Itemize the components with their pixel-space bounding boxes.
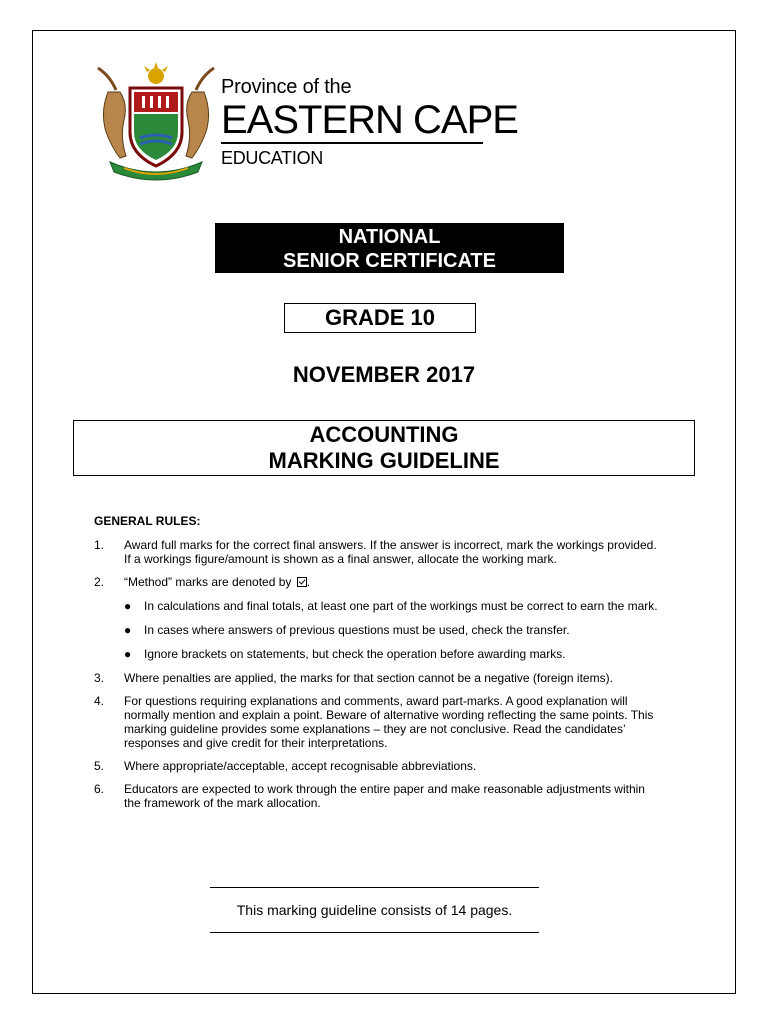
rule-text: If a workings figure/amount is shown as a final answer, allocate the working mark. (124, 552, 557, 566)
logo-divider (221, 142, 483, 144)
department-logo-text (221, 76, 518, 168)
certificate-banner (215, 223, 564, 273)
document-type: MARKING GUIDELINE (268, 448, 500, 473)
bullet-icon: ● (124, 599, 132, 613)
rule-item (94, 538, 664, 566)
bullet-text: In cases where answers of previous questions must be used, check the transfer. (144, 623, 570, 637)
exam-date: NOVEMBER 2017 (292, 362, 476, 387)
grade-box: GRADE 10 (284, 303, 476, 333)
rule-number: 1. (94, 538, 105, 552)
subject-box (73, 420, 695, 476)
rule-number: 5. (94, 759, 105, 773)
rule-number: 3. (94, 671, 105, 685)
rule-item (94, 575, 664, 661)
rules-heading: GENERAL RULES: (94, 514, 201, 528)
province-line: Province of the (221, 76, 352, 98)
rule-item (94, 671, 664, 685)
bullet-item (124, 647, 664, 661)
rule-number: 2. (94, 575, 105, 589)
rule-text: Award full marks for the correct final answers. If the answer is incorrect, mark the workings provided. (124, 538, 657, 552)
bullet-icon: ● (124, 623, 132, 637)
rule-text: Where appropriate/acceptable, accept recognisable abbreviations. (124, 759, 477, 773)
certificate-line2: SENIOR CERTIFICATE (283, 250, 496, 272)
bullet-item (124, 599, 664, 613)
rule-item (94, 694, 664, 750)
footer-rule-top (210, 887, 539, 888)
department-name: EDUCATION (221, 148, 323, 168)
bullet-item (124, 623, 664, 637)
subject-title: ACCOUNTING (309, 422, 459, 447)
footer-rule-bottom (210, 932, 539, 933)
rule-item (94, 782, 664, 810)
method-mark-check-icon (297, 577, 307, 587)
rule-text: Educators are expected to work through the entire paper and make reasonable adjustments within the framework of the mark allocation. (124, 782, 645, 810)
bullet-text: In calculations and final totals, at least one part of the workings must be correct to earn the mark. (144, 599, 658, 613)
rule-item (94, 759, 664, 773)
rule-text: For questions requiring explanations and comments, award part-marks. A good explanation will normally mention and explain a point. Beware of alternative wording reflecting the same points. This marking guideline provides some explanations – they are not conclusive. Read the candidates’ responses and give credit for their interpretations. (124, 694, 654, 750)
bullet-icon: ● (124, 647, 132, 661)
general-rules (94, 514, 664, 819)
rule-number: 6. (94, 782, 105, 796)
rule-text: “Method” marks are denoted by (124, 575, 292, 589)
bullet-text: Ignore brackets on statements, but check the operation before awarding marks. (144, 647, 566, 661)
rule-text-end: . (306, 575, 311, 589)
certificate-line1: NATIONAL (338, 226, 441, 248)
rule-number: 4. (94, 694, 105, 708)
rule-text: Where penalties are applied, the marks for that section cannot be a negative (foreign items). (124, 671, 613, 685)
province-name: EASTERN CAPE (221, 98, 518, 142)
coat-of-arms-icon (90, 62, 222, 182)
page-count-note: This marking guideline consists of 14 pages. (236, 902, 513, 918)
